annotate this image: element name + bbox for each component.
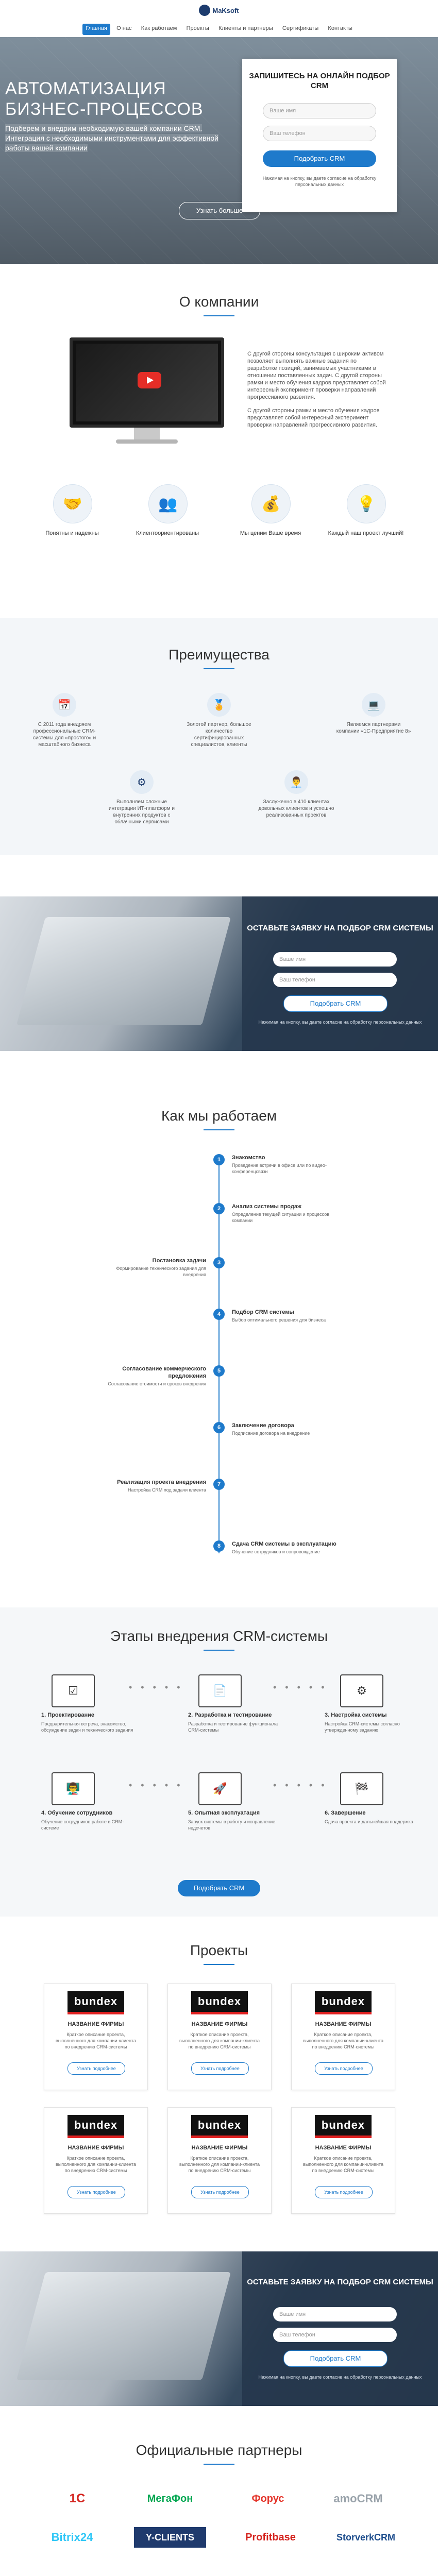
project-desc: Краткое описание проекта, выполненного для компании-клиента по внедрению CRM-системы (55, 2156, 137, 2173)
about-paragraph-1: С другой стороны консультация с широким активом позволяет выполнять важные задания по разработке позиций, занимаемых участниками в отношении поставленных задач. С другой стороны рамки и место обучения кадров представляет собой интересный эксперимент проверки направлений прогрессивного развития. (247, 351, 386, 400)
advantage-text: Золотой партнер, большое количество сертифицированных специалистов, клиенты (187, 722, 251, 748)
about-underline (204, 315, 234, 316)
calendar-icon: 📅 (53, 693, 76, 717)
nav-item-certs[interactable]: Сертификаты (282, 25, 319, 31)
phone-input[interactable]: Ваш телефон (273, 973, 397, 987)
logo-mark-icon (199, 5, 210, 16)
certificate-icon: 🏅 (207, 693, 231, 717)
project-logo-text: bundex (197, 1995, 242, 2008)
how-heading: Как мы работаем (161, 1108, 277, 1124)
stage-desc: Настройка CRM-системы согласно утвержденному заданию (325, 1721, 400, 1733)
project-logo-text: bundex (321, 2119, 365, 2131)
timeline-step-desc: Подписание договора на внедрение (232, 1431, 310, 1436)
teaching-icon: 👨‍🏫 (52, 1772, 95, 1805)
cta-title: ОСТАВЬТЕ ЗАЯВКУ НА ПОДБОР CRM СИСТЕМЫ (247, 924, 433, 933)
project-details-button[interactable]: Узнать подробнее (68, 2062, 125, 2075)
stages-underline (204, 1650, 234, 1651)
project-name: НАЗВАНИЕ ФИРМЫ (191, 2021, 248, 2027)
phone-input[interactable]: Ваш телефон (273, 2328, 397, 2342)
about-icon-label: Каждый наш проект лучший! (328, 530, 404, 536)
projects-underline (204, 1964, 234, 1965)
timeline-step-desc: Проведение встречи в офисе или по видео-конференцсвязи (232, 1163, 327, 1174)
pick-crm-button[interactable]: Подобрать CRM (178, 1880, 260, 1896)
video-monitor (70, 337, 224, 446)
stage-connector: • • • • • (129, 1682, 183, 1692)
rocket-icon: 🚀 (198, 1772, 242, 1805)
nav-item-contacts[interactable]: Контакты (328, 25, 352, 31)
checklist-icon: ☑ (52, 1674, 95, 1707)
partners-underline (204, 2464, 234, 2465)
project-desc: Краткое описание проекта, выполненного для компании-клиента по внедрению CRM-системы (302, 2156, 384, 2173)
pick-crm-button[interactable]: Подобрать CRM (283, 2350, 388, 2367)
stage-connector: • • • • • (129, 1780, 183, 1790)
partner-logo: StorverkCRM (336, 2532, 396, 2543)
project-name: НАЗВАНИЕ ФИРМЫ (315, 2021, 372, 2027)
partner-logo: Bitrix24 (51, 2531, 93, 2544)
about-text (247, 350, 386, 435)
timeline-step-title: Сдача CRM системы в эксплуатацию (232, 1541, 336, 1547)
hero-subtitle (5, 124, 242, 153)
timeline-step-number: 8 (213, 1540, 225, 1552)
project-logo-text: bundex (321, 1995, 365, 2008)
advantage-text: Заслуженно в 410 клиентах довольных клиентов и успешно реализованных проектов (258, 799, 334, 818)
hero-title-line1: АВТОМАТИЗАЦИЯ (5, 79, 166, 98)
hero-subtitle-text: Подберем и внедрим необходимую вашей компании CRM. Интеграция с необходимыми инструментами для эффективной работы вашей компании (5, 124, 218, 152)
advantages-heading: Преимущества (169, 647, 269, 663)
logo-text: MaKsoft (212, 6, 239, 14)
project-desc: Краткое описание проекта, выполненного для компании-клиента по внедрению CRM-системы (302, 2032, 384, 2049)
consent-note: Нажимая на кнопку, вы даете согласие на обработку персональных данных (258, 1020, 422, 1025)
project-name: НАЗВАНИЕ ФИРМЫ (315, 2145, 372, 2151)
timeline-step-title: Постановка задачи (152, 1258, 206, 1264)
timeline-step-desc: Определение текущей ситуации и процессов компании (232, 1212, 330, 1223)
handshake-icon: 🤝 (53, 484, 92, 523)
finish-icon: 🏁 (340, 1772, 383, 1805)
timeline-step-title: Заключение договора (232, 1422, 294, 1429)
site-header (0, 0, 438, 38)
timeline-step-number: 3 (213, 1257, 225, 1268)
video-player[interactable] (76, 344, 218, 421)
monitor-base (116, 439, 178, 444)
learn-more-button[interactable]: Узнать больше (179, 202, 260, 219)
name-input[interactable]: Ваше имя (273, 952, 397, 967)
project-desc: Краткое описание проекта, выполненного для компании-клиента по внедрению CRM-системы (179, 2032, 260, 2049)
partner-logo: Y-CLIENTS (134, 2527, 206, 2548)
monitor-screen (70, 337, 224, 428)
monitor-stand (134, 428, 160, 440)
name-input[interactable]: Ваше имя (273, 2307, 397, 2321)
stage-desc: Запуск системы в работу и исправление недочетов (188, 1819, 276, 1831)
stage-connector: • • • • • (273, 1780, 328, 1790)
idea-icon: 💡 (347, 484, 386, 523)
partner-logo: 1С (69, 2492, 86, 2505)
settings-icon: ⚙ (340, 1674, 383, 1707)
partner-logo: amoCRM (333, 2492, 383, 2505)
timeline-step-title: Реализация проекта внедрения (117, 1479, 206, 1485)
project-card (44, 2107, 148, 2214)
timeline-line (218, 1157, 220, 1553)
project-logo-text: bundex (74, 2119, 118, 2131)
laptop-image (16, 917, 231, 1025)
project-details-button[interactable]: Узнать подробнее (191, 2186, 249, 2198)
stage-title: 4. Обучение сотрудников (41, 1810, 113, 1816)
form-title: ЗАПИШИТЕСЬ НА ОНЛАЙН ПОДБОР CRM (249, 72, 390, 90)
timeline-step-title: Знакомство (232, 1155, 265, 1161)
partner-logo: Profitbase (245, 2531, 296, 2543)
stages-section (0, 1607, 438, 1917)
project-logo (68, 2115, 124, 2136)
partners-heading: Официальные партнеры (136, 2442, 302, 2458)
timeline-step-number: 1 (213, 1154, 225, 1165)
timeline-step-title: Подбор CRM системы (232, 1309, 294, 1315)
how-underline (204, 1129, 234, 1130)
project-name: НАЗВАНИЕ ФИРМЫ (68, 2145, 124, 2151)
project-details-button[interactable]: Узнать подробнее (191, 2062, 249, 2075)
advantage-text: С 2011 года внедряем профессиональные CRM-системы для «простого» и масштабного бизнеса (32, 722, 96, 748)
team-icon: 👨‍💼 (284, 770, 308, 794)
play-icon[interactable] (138, 372, 161, 388)
timeline-step-number: 5 (213, 1365, 225, 1377)
project-logo (315, 2115, 372, 2136)
timeline-step-number: 7 (213, 1479, 225, 1490)
people-icon: 👥 (148, 484, 188, 523)
project-logo-text: bundex (197, 2119, 242, 2131)
stage-desc: Обучение сотрудников работе в CRM-системе (41, 1819, 124, 1831)
timeline-step-desc: Согласование стоимости и сроков внедрения (108, 1381, 206, 1386)
nav-item-home[interactable]: Главная (82, 24, 110, 35)
project-details-button[interactable]: Узнать подробнее (315, 2186, 373, 2198)
consent-note: Нажимая на кнопку, вы даете согласие на обработку персональных данных (258, 2375, 422, 2380)
project-name: НАЗВАНИЕ ФИРМЫ (68, 2021, 124, 2027)
about-paragraph-2: С другой стороны рамки и место обучения кадров представляет собой интересный эксперимент проверки направлений прогрессивного развития. (247, 408, 380, 428)
stage-title: 1. Проектирование (41, 1712, 95, 1718)
pick-crm-button[interactable]: Подобрать CRM (283, 995, 388, 1012)
project-card (291, 1984, 395, 2090)
timeline-step-number: 4 (213, 1309, 225, 1320)
gear-icon: ⚙ (130, 770, 154, 794)
site-logo[interactable] (196, 2, 242, 19)
project-card (44, 1984, 148, 2090)
project-logo (191, 1991, 248, 2012)
timeline-step-desc: Формирование технического задания для внедрения (116, 1266, 206, 1277)
money-icon: 💰 (251, 484, 291, 523)
about-icon-label: Понятны и надежны (45, 530, 99, 536)
stage-title: 2. Разработка и тестирование (188, 1712, 272, 1718)
about-icon-label: Мы ценим Ваше время (240, 530, 301, 536)
hero-title (5, 78, 247, 120)
laptop-icon: 💻 (362, 693, 385, 717)
project-card (291, 2107, 395, 2214)
project-logo (68, 1991, 124, 2012)
project-logo (191, 2115, 248, 2136)
project-details-button[interactable]: Узнать подробнее (315, 2062, 373, 2075)
project-desc: Краткое описание проекта, выполненного для компании-клиента по внедрению CRM-системы (179, 2156, 260, 2173)
hero-signup-form (242, 59, 397, 212)
doc-icon: 📄 (198, 1674, 242, 1707)
stages-heading: Этапы внедрения CRM-системы (110, 1628, 328, 1644)
advantages-underline (204, 668, 234, 669)
project-details-button[interactable]: Узнать подробнее (68, 2186, 125, 2198)
timeline-step-title: Анализ системы продаж (232, 1204, 301, 1210)
stage-connector: • • • • • (273, 1682, 328, 1692)
cta-title: ОСТАВЬТЕ ЗАЯВКУ НА ПОДБОР CRM СИСТЕМЫ (247, 2278, 433, 2286)
partner-logo: Форус (251, 2493, 284, 2504)
main-nav (82, 24, 356, 35)
nav-item-clients[interactable]: Клиенты и партнеры (218, 25, 273, 31)
nav-item-projects[interactable]: Проекты (186, 25, 209, 31)
stage-desc: Предварительная встреча, знакомство, обсуждение задач и технического задания (41, 1721, 133, 1733)
advantage-text: Являемся партнерами компании «1С-Предприятие 8» (336, 722, 411, 734)
timeline-step-title: Согласование коммерческого предложения (122, 1366, 206, 1379)
about-heading: О компании (179, 294, 259, 310)
timeline-step-number: 2 (213, 1203, 225, 1214)
partner-logo: МегаФон (147, 2493, 193, 2504)
hero-section (0, 37, 438, 264)
stage-desc: Сдача проекта и дальнейшая поддержка (325, 1819, 413, 1824)
stage-desc: Разработка и тестирование функционала CRM-системы (188, 1721, 278, 1733)
nav-item-about[interactable]: О нас (116, 25, 132, 31)
timeline-step-desc: Обучение сотрудников и сопровождение (232, 1549, 320, 1554)
pick-crm-button[interactable]: Подобрать CRM (263, 150, 376, 167)
hero-title-line2: БИЗНЕС-ПРОЦЕССОВ (5, 99, 204, 119)
advantage-text: Выполняем сложные интеграции ИТ-платформ и внутренних продуктов с облачными сервисами (109, 799, 175, 825)
about-icon-label: Клиентоориентированы (136, 530, 199, 536)
name-input[interactable]: Ваше имя (263, 103, 376, 118)
timeline-step-desc: Выбор оптимального решения для бизнеса (232, 1317, 326, 1323)
laptop-image (16, 2272, 231, 2380)
timeline-step-number: 6 (213, 1422, 225, 1433)
stage-title: 5. Опытная эксплуатация (188, 1810, 260, 1816)
projects-heading: Проекты (190, 1942, 248, 1958)
timeline-step-desc: Настройка CRM под задачи клиента (128, 1487, 206, 1493)
nav-item-how[interactable]: Как работаем (141, 25, 177, 31)
stage-title: 6. Завершение (325, 1810, 366, 1816)
phone-input[interactable]: Ваш телефон (263, 126, 376, 141)
project-logo-text: bundex (74, 1995, 118, 2008)
project-logo (315, 1991, 372, 2012)
consent-note: Нажимая на кнопку, вы даете согласие на обработку персональных данных (262, 176, 377, 187)
project-name: НАЗВАНИЕ ФИРМЫ (191, 2145, 248, 2151)
stage-title: 3. Настройка системы (325, 1712, 387, 1718)
project-card (167, 2107, 272, 2214)
project-desc: Краткое описание проекта, выполненного для компании-клиента по внедрению CRM-системы (55, 2032, 137, 2049)
project-card (167, 1984, 272, 2090)
